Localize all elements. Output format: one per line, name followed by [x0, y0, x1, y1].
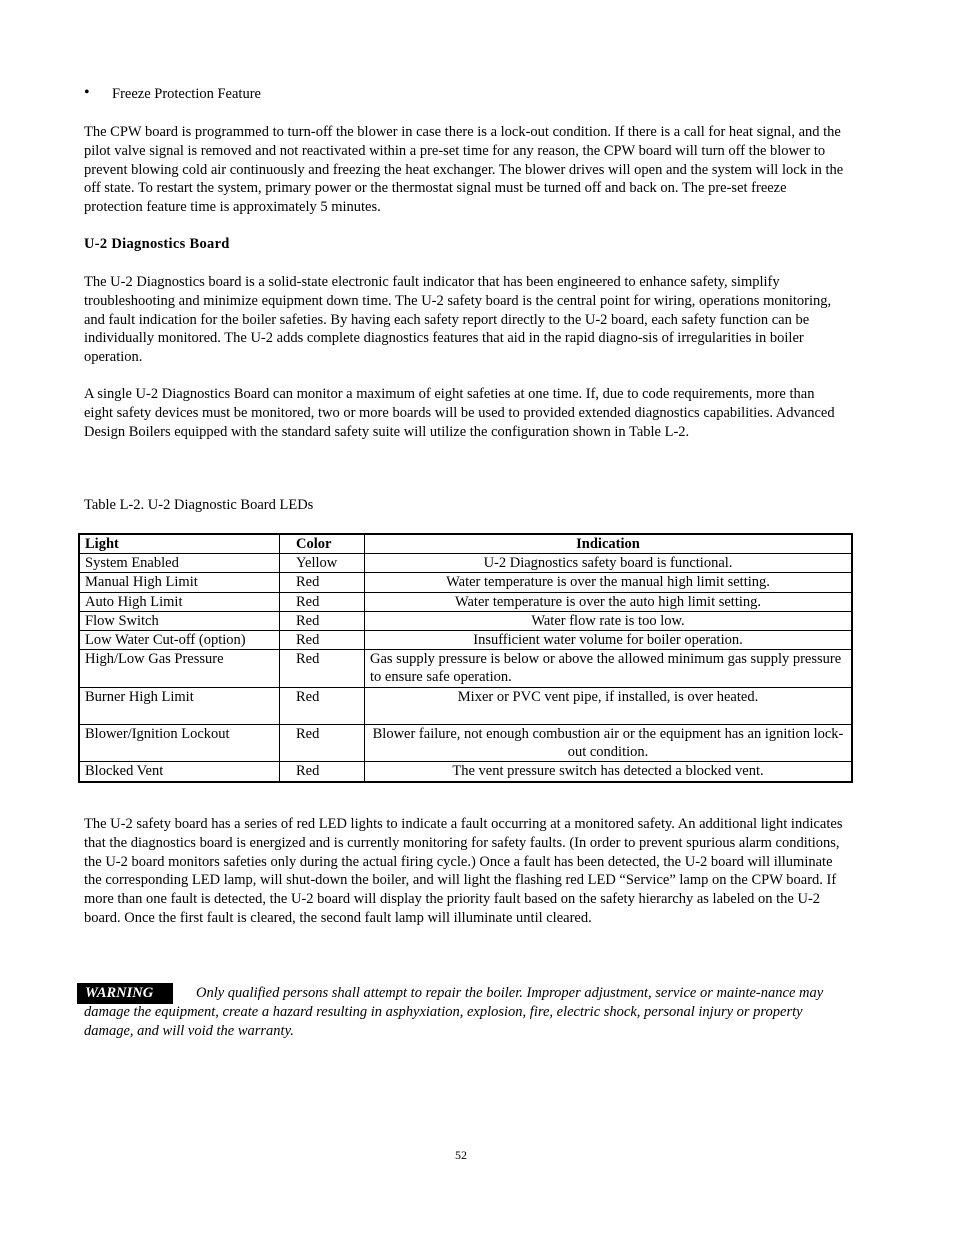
cell-light: Manual High Limit	[79, 573, 280, 592]
cell-light: Low Water Cut-off (option)	[79, 631, 280, 650]
header-indication: Indication	[365, 534, 853, 554]
cell-light: Auto High Limit	[79, 592, 280, 611]
cell-color: Red	[280, 611, 365, 630]
warning-label: WARNING	[77, 983, 173, 1004]
table-row	[79, 687, 852, 724]
cell-light: Flow Switch	[79, 611, 280, 630]
cell-indication: Water flow rate is too low.	[365, 611, 853, 630]
freeze-protection-paragraph: The CPW board is programmed to turn-off the blower in case there is a lock-out condition. If there is a call for heat signal, and the pilot valve signal is removed and not reactivated within a pre-set time for any reason, the CPW board will turn off the blower to prevent blowing cold air continuously and freezing the heat exchanger. The blower drives will open and the system will lock in the off state. To restart the system, primary power or the thermostat signal must be turned off and back on. The pre-set freeze protection feature time is approximately 5 minutes.	[84, 124, 844, 216]
cell-color: Red	[280, 592, 365, 611]
table-row	[79, 592, 852, 611]
cell-indication: Water temperature is over the manual high limit setting.	[365, 573, 853, 592]
cell-indication: Gas supply pressure is below or above the allowed minimum gas supply pressure to ensure safe operation.	[365, 650, 853, 687]
cell-light: Blocked Vent	[79, 762, 280, 782]
table-header-row	[79, 534, 852, 554]
u2-intro-paragraph: The U-2 Diagnostics board is a solid-state electronic fault indicator that has been engineered to enhance safety, simplify troubleshooting and minimize equipment down time. The U-2 safety board is the central point for wiring, operations monitoring, and fault indication for the boiler safeties. By having each safety report directly to the U-2 board, each safety function can be individually monitored. The U-2 adds complete diagnostics features that aid in the rapid diagno-sis of irregularities in boiler operation.	[84, 274, 832, 366]
cell-color: Red	[280, 650, 365, 687]
cell-color: Red	[280, 687, 365, 724]
cell-light: System Enabled	[79, 554, 280, 573]
table-row	[79, 554, 852, 573]
warning-text: Only qualified persons shall attempt to repair the boiler. Improper adjustment, service or mainte-nance may damage the equipment, create a hazard resulting in asphyxiation, explosion, fire, electric shock, personal injury or property damage, and will void the warranty.	[84, 985, 824, 1039]
cell-indication: Blower failure, not enough combustion air or the equipment has an ignition lock-out condition.	[365, 725, 853, 762]
bullet-icon: •	[84, 84, 90, 101]
table-caption: Table L-2. U-2 Diagnostic Board LEDs	[84, 497, 314, 513]
freeze-protection-bullet: Freeze Protection Feature	[112, 86, 261, 102]
u2-capacity-paragraph: A single U-2 Diagnostics Board can monitor a maximum of eight safeties at one time. If, due to code requirements, more than eight safety devices must be monitored, two or more boards will be used to provided extended diagnostics capabilities. Advanced Design Boilers equipped with the standard safety suite will utilize the configuration shown in Table L-2.	[84, 386, 835, 440]
table-row	[79, 725, 852, 762]
cell-light: Burner High Limit	[79, 687, 280, 724]
header-color: Color	[280, 534, 365, 554]
cell-indication: U-2 Diagnostics safety board is functional.	[365, 554, 853, 573]
cell-color: Yellow	[280, 554, 365, 573]
table-row	[79, 631, 852, 650]
cell-color: Red	[280, 762, 365, 782]
table-row	[79, 573, 852, 592]
led-table	[78, 533, 853, 783]
section-heading: U-2 Diagnostics Board	[84, 236, 230, 252]
page-number: 52	[455, 1148, 467, 1162]
cell-light: High/Low Gas Pressure	[79, 650, 280, 687]
cell-indication: Mixer or PVC vent pipe, if installed, is over heated.	[365, 687, 853, 724]
cell-color: Red	[280, 573, 365, 592]
header-light: Light	[79, 534, 280, 554]
table-row	[79, 611, 852, 630]
cell-indication: The vent pressure switch has detected a blocked vent.	[365, 762, 853, 782]
cell-color: Red	[280, 725, 365, 762]
table-row	[79, 650, 852, 687]
table-row	[79, 762, 852, 782]
u2-leds-paragraph: The U-2 safety board has a series of red LED lights to indicate a fault occurring at a monitored safety. An additional light indicates that the diagnostics board is energized and is currently monitoring for safety faults. (In order to prevent spurious alarm conditions, the U-2 board monitors safeties only during the actual firing cycle.) Once a fault has been detected, the U-2 board will illuminate the corresponding LED lamp, will shut-down the boiler, and will light the flashing red LED “Service” lamp on the CPW board. If more than one fault is detected, the U-2 board will display the priority fault based on the safety hierarchy as labeled on the U-2 board. Once the first fault is cleared, the second fault lamp will illuminate until cleared.	[84, 816, 843, 926]
cell-indication: Water temperature is over the auto high limit setting.	[365, 592, 853, 611]
cell-light: Blower/Ignition Lockout	[79, 725, 280, 762]
cell-color: Red	[280, 631, 365, 650]
cell-indication: Insufficient water volume for boiler operation.	[365, 631, 853, 650]
